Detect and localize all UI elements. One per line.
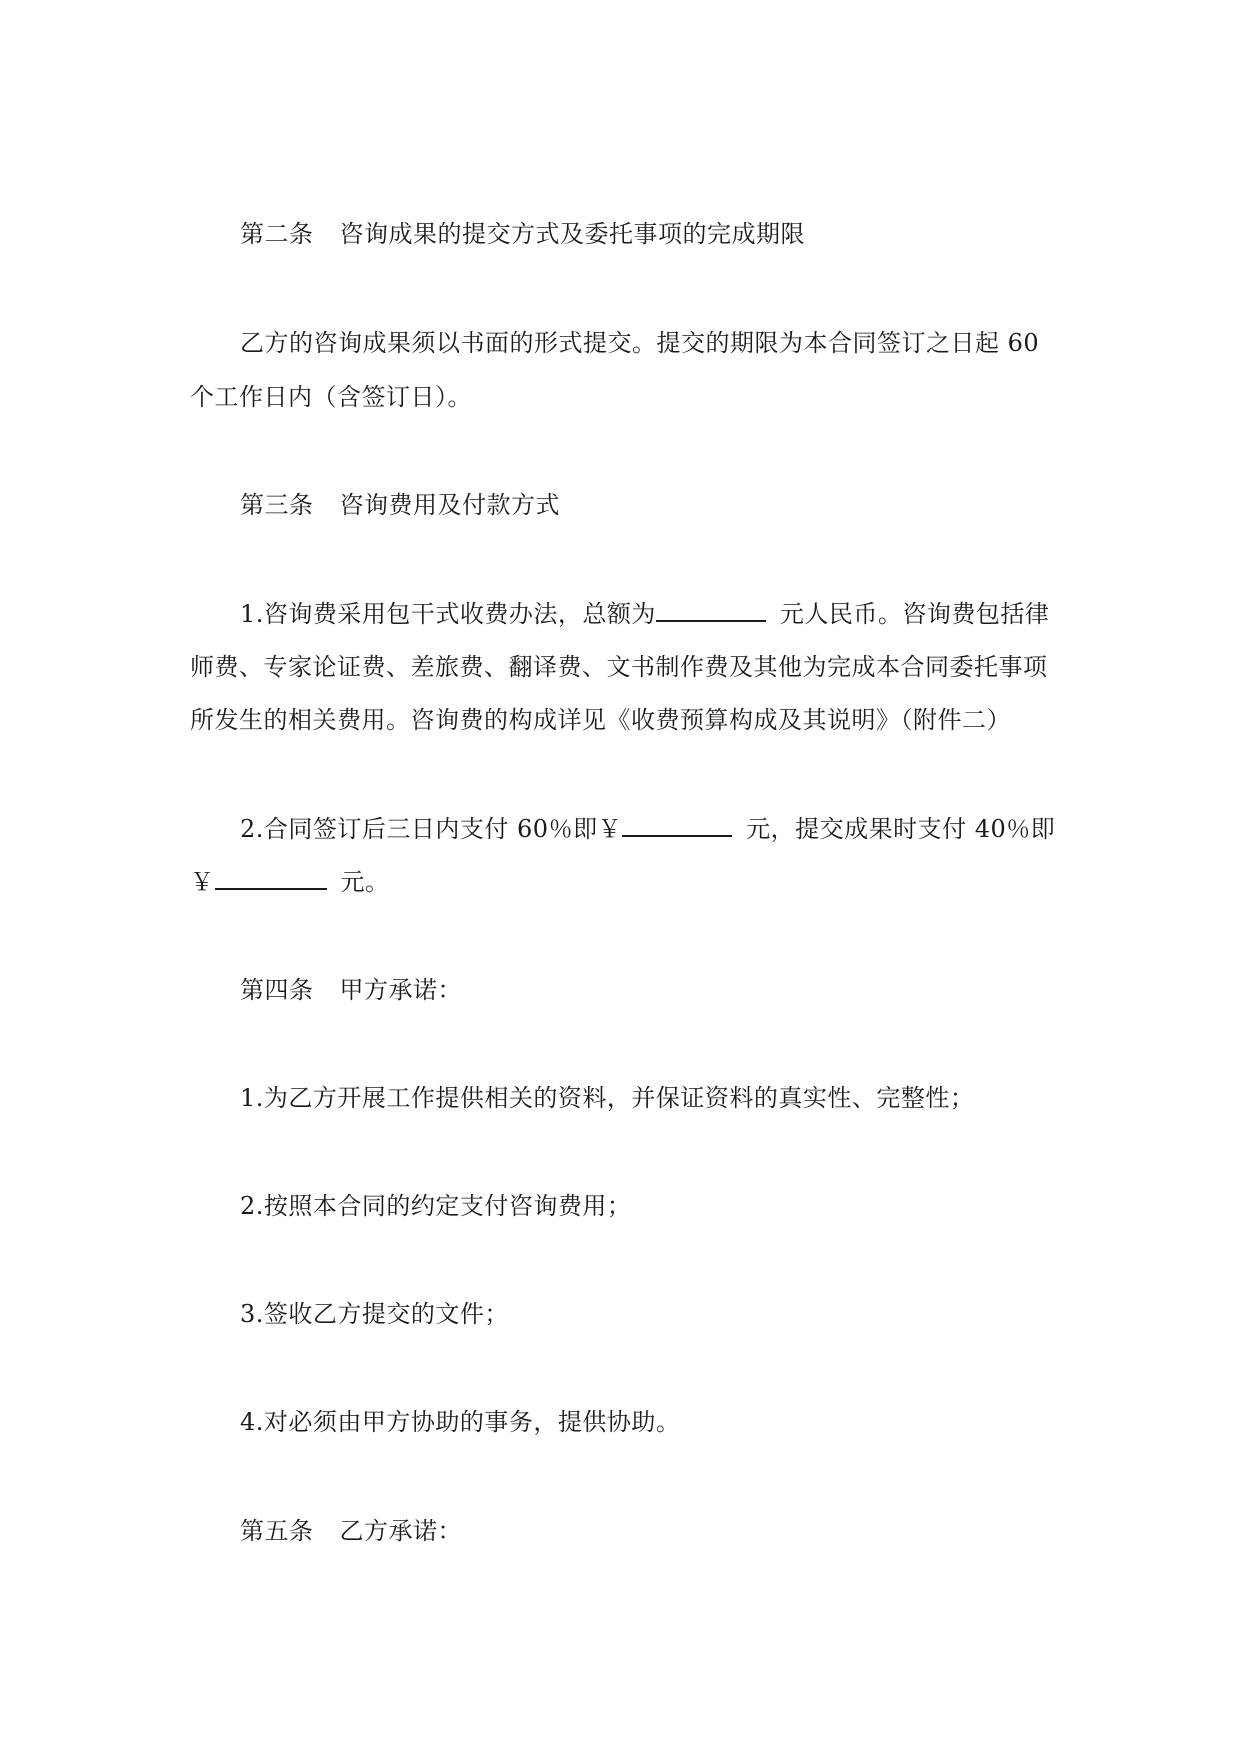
- article-2-title: 咨询成果的提交方式及委托事项的完成期限: [339, 220, 805, 248]
- article-4-item-3: 3.签收乙方提交的文件；: [240, 1300, 509, 1328]
- article-3-item-2-line-1: [240, 813, 1120, 845]
- article-2-number: 第二条: [240, 220, 314, 248]
- article-4-heading: [240, 974, 1120, 1006]
- article-2-heading: [240, 218, 1120, 250]
- article-4-item-4: 4.对必须由甲方协助的事务，提供协助。: [240, 1408, 681, 1436]
- article-5-number: 第五条: [240, 1517, 314, 1545]
- article-4-number: 第四条: [240, 976, 314, 1004]
- item-2-text-a: 2.合同签订后三日内支付 60％即￥: [240, 815, 623, 843]
- article-2-para-line-1: 乙方的咨询成果须以书面的形式提交。提交的期限为本合同签订之日起 60: [240, 329, 1040, 357]
- article-3-item-2-line-2: [190, 866, 1070, 898]
- article-3-item-1-line-3: 所发生的相关费用。咨询费的构成详见《收费预算构成及其说明》（附件二）: [190, 706, 1011, 734]
- first-payment-blank: [622, 813, 732, 837]
- item-1-text-a: 1.咨询费采用包干式收费办法，总额为: [240, 600, 656, 628]
- article-5-heading: [240, 1515, 1120, 1547]
- article-3-item-1-line-2: 师费、专家论证费、差旅费、翻译费、文书制作费及其他为完成本合同委托事项: [190, 653, 1048, 681]
- article-3-heading: [240, 489, 1120, 521]
- article-5-title: 乙方承诺：: [339, 1517, 462, 1545]
- article-2-para-line-2: 个工作日内（含签订日）。: [190, 383, 472, 411]
- article-4-item-2: 2.按照本合同的约定支付咨询费用；: [240, 1192, 632, 1220]
- article-3-number: 第三条: [240, 491, 314, 519]
- item-1-text-b: 元人民币。咨询费包括律: [779, 600, 1050, 628]
- yuan-symbol: ￥: [190, 868, 215, 896]
- article-3-item-1-line-1: [240, 598, 1120, 630]
- item-2-text-c: 元。: [340, 868, 390, 896]
- article-3-title: 咨询费用及付款方式: [339, 491, 560, 519]
- article-4-item-1: 1.为乙方开展工作提供相关的资料，并保证资料的真实性、完整性；: [240, 1084, 975, 1112]
- total-amount-blank: [656, 598, 766, 622]
- article-4-title: 甲方承诺：: [339, 976, 462, 1004]
- second-payment-blank: [215, 866, 327, 890]
- item-2-text-b: 元，提交成果时支付 40％即: [746, 815, 1056, 843]
